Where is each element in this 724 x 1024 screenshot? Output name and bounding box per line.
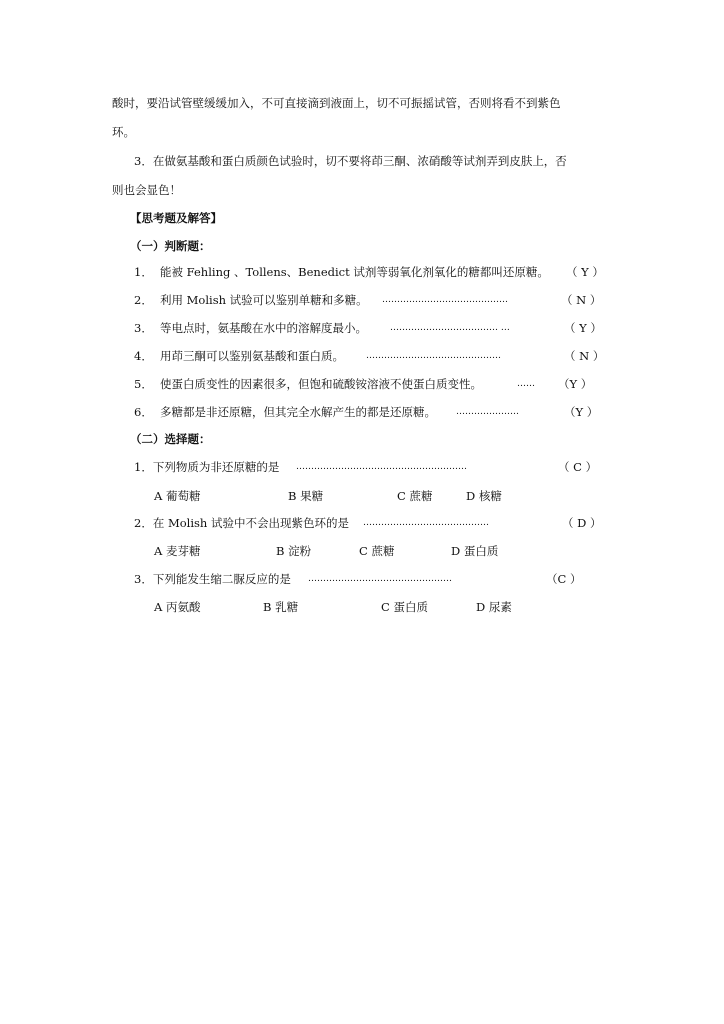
- item-answer: （Y ）: [558, 377, 593, 391]
- option: C 蔗糖: [397, 489, 433, 503]
- mc-heading: （二）选择题：: [130, 432, 211, 446]
- question-answer: （ C ）: [558, 460, 598, 474]
- item-leader: ……: [517, 379, 535, 389]
- tf-item: [0, 376, 724, 392]
- item-answer: （ N ）: [564, 349, 605, 363]
- question-answer: （C ）: [546, 572, 582, 586]
- mc-options: [0, 488, 724, 504]
- item-number: 2．: [134, 293, 153, 307]
- item-number: 6．: [134, 405, 153, 419]
- option: D 核糖: [466, 489, 502, 503]
- question-leader: …………………………………………………: [296, 462, 467, 472]
- paragraph-line: 3．在做氨基酸和蛋白质颜色试验时，切不要将茚三酮、浓硝酸等试剂弄到皮肤上，否: [134, 154, 567, 168]
- option: A 麦芽糖: [154, 544, 201, 558]
- item-answer: （ Y ）: [564, 321, 602, 335]
- option: B 果糖: [288, 489, 324, 503]
- question-stem: 3．下列能发生缩二脲反应的是: [134, 572, 291, 586]
- mc-question: [0, 515, 724, 531]
- item-text: 使蛋白质变性的因素很多，但饱和硫酸铵溶液不使蛋白质变性。: [160, 377, 482, 391]
- tf-item: [0, 404, 724, 420]
- item-answer: （Y ）: [564, 405, 599, 419]
- paragraph-line: 环。: [112, 125, 135, 139]
- option: D 蛋白质: [451, 544, 499, 558]
- mc-options: [0, 599, 724, 615]
- tf-item: [0, 348, 724, 364]
- question-answer: （ D ）: [562, 516, 602, 530]
- item-number: 4．: [134, 349, 153, 363]
- tf-heading: （一）判断题：: [130, 239, 211, 253]
- question-leader: ……………………………………: [363, 518, 489, 528]
- item-text: 多糖都是非还原糖，但其完全水解产生的都是还原糖。: [160, 405, 436, 419]
- item-leader: ……………………………………: [382, 295, 508, 305]
- option: B 乳糖: [263, 600, 299, 614]
- item-answer: （ N ）: [561, 293, 602, 307]
- section-title: 【思考题及解答】: [130, 211, 222, 225]
- mc-question: [0, 459, 724, 475]
- option: A 葡萄糖: [154, 489, 201, 503]
- question-stem: 1．下列物质为非还原糖的是: [134, 460, 280, 474]
- item-answer: （ Y ）: [566, 265, 604, 279]
- item-number: 1．: [134, 265, 153, 279]
- mc-options: [0, 543, 724, 559]
- option: C 蛋白质: [381, 600, 428, 614]
- question-stem: 2．在 Molish 试验中不会出现紫色环的是: [134, 516, 349, 530]
- option: D 尿素: [476, 600, 512, 614]
- question-leader: …………………………………………: [308, 574, 452, 584]
- item-number: 5．: [134, 377, 153, 391]
- item-leader: …………………: [456, 407, 519, 417]
- option: A 丙氨酸: [154, 600, 201, 614]
- tf-item: [0, 264, 724, 280]
- option: B 淀粉: [276, 544, 312, 558]
- option: C 蔗糖: [359, 544, 395, 558]
- item-text: 等电点时，氨基酸在水中的溶解度最小。: [160, 321, 367, 335]
- paragraph-line: 酸时，要沿试管壁缓缓加入，不可直接滴到液面上，切不可振摇试管，否则将看不到紫色: [112, 96, 561, 110]
- paragraph-line: 则也会显色！: [112, 183, 181, 197]
- item-text: 能被 Fehling 、Tollens、Benedict 试剂等弱氧化剂氧化的糖都叫还原糖。: [160, 265, 549, 279]
- item-text: 利用 Molish 试验可以鉴别单糖和多糖。: [160, 293, 368, 307]
- item-number: 3．: [134, 321, 153, 335]
- mc-question: [0, 571, 724, 587]
- item-leader: ……………………………… …: [390, 323, 510, 333]
- tf-item: [0, 292, 724, 308]
- tf-item: [0, 320, 724, 336]
- item-text: 用茚三酮可以鉴别氨基酸和蛋白质。: [160, 349, 344, 363]
- item-leader: ………………………………………: [366, 351, 501, 361]
